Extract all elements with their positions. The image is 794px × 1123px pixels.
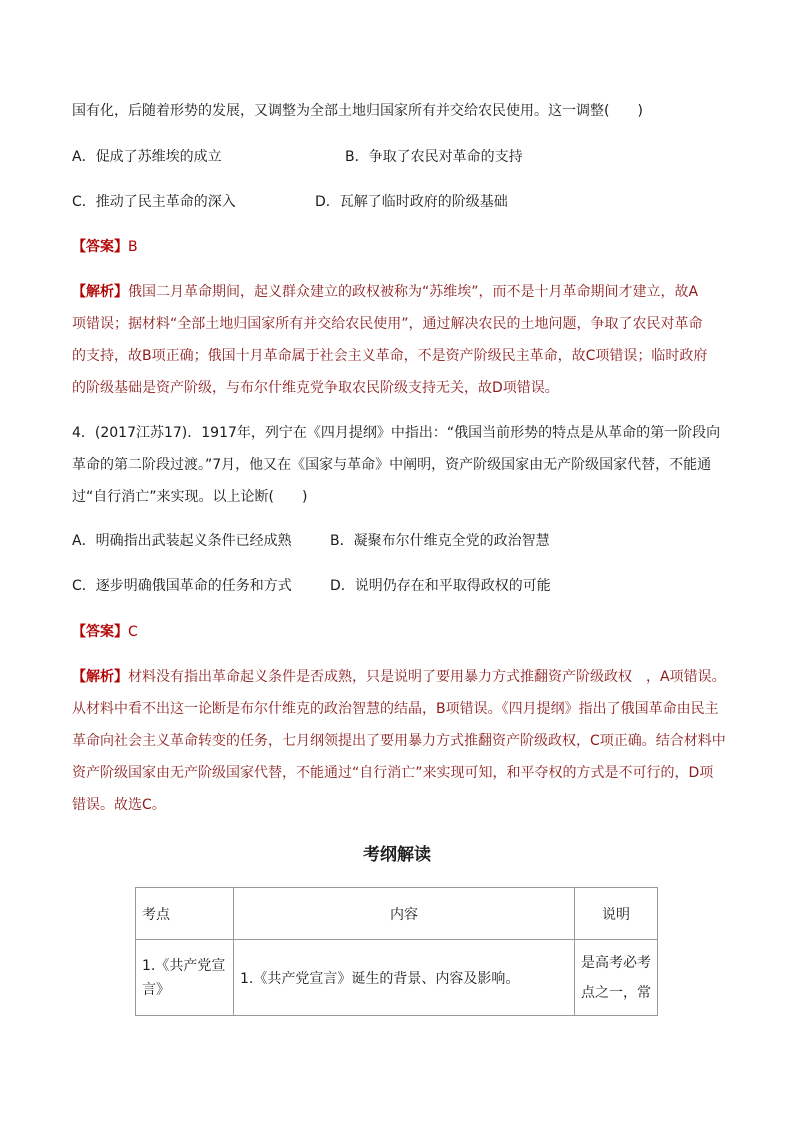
q4-option-b: B．凝聚布尔什维克全党的政治智慧 (330, 533, 550, 549)
cell-kaodian (136, 940, 234, 1016)
answer-tag: 【答案】 (72, 239, 128, 255)
outline-table (135, 887, 658, 1016)
answer-tag: 【答案】 (72, 624, 128, 640)
q3-option-c: C．推动了民主革命的深入 (72, 194, 236, 210)
q3-option-d: D．瓦解了临时政府的阶级基础 (315, 194, 508, 210)
q3-analysis-line: 项错误；据材料“全部土地归国家所有并交给农民使用”，通过解决农民的土地问题，争取了农民对革命 (72, 316, 703, 332)
q4-option-c: C．逐步明确俄国革命的任务和方式 (72, 578, 292, 594)
header-kaodian: 考点 (136, 888, 234, 940)
analysis-text: 俄国二月革命期间，起义群众建立的政权被称为“苏维埃”，而不是十月革命期间才建立，故A (128, 284, 699, 300)
cell-line: 言》 (142, 981, 170, 998)
cell-line: 点之一，常 (581, 984, 651, 1001)
q3-analysis-line: 的支持，故B项正确；俄国十月革命属于社会主义革命，不是资产阶级民主革命，故C项错误；临时政府 (72, 348, 708, 364)
cell-line: 是高考必考 (581, 954, 651, 971)
q4-stem-line: 革命的第二阶段过渡。”7月，他又在《国家与革命》中阐明，资产阶级国家由无产阶级国家代替，不能通 (72, 457, 712, 473)
section-title: 考纲解读 (363, 845, 431, 865)
header-note: 说明 (575, 888, 658, 940)
table-row (136, 940, 658, 1016)
q4-analysis-line (72, 667, 726, 687)
table-header-row (136, 888, 658, 940)
q4-stem-line: 4．(2017江苏17)．1917年，列宁在《四月提纲》中指出：“俄国当前形势的特点是从革命的第一阶段向 (72, 425, 721, 441)
header-content: 内容 (234, 888, 575, 940)
cell-content: 1.《共产党宣言》诞生的背景、内容及影响。 (234, 940, 575, 1016)
analysis-text: 材料没有指出革命起义条件是否成熟，只是说明了要用暴力方式推翻资产阶级政权 ，A项错误。 (128, 669, 726, 685)
analysis-tag: 【解析】 (72, 669, 128, 685)
q3-analysis-line: 的阶级基础是资产阶级，与布尔什维克党争取农民阶级支持无关，故D项错误。 (72, 380, 559, 396)
q3-analysis-line (72, 282, 698, 302)
q4-analysis-line: 错误。故选C。 (72, 797, 166, 813)
cell-note (575, 940, 658, 1016)
q4-analysis-line: 资产阶级国家由无产阶级国家代替，不能通过“自行消亡”来实现可知，和平夺权的方式是不可行的，D项 (72, 765, 714, 781)
q3-option-a: A．促成了苏维埃的成立 (72, 149, 222, 165)
q4-analysis-line: 革命向社会主义革命转变的任务，七月纲领提出了要用暴力方式推翻资产阶级政权，C项正确。结合材料中 (72, 733, 726, 749)
cell-line: 1.《共产党宣 (142, 957, 226, 974)
q4-option-a: A．明确指出武装起义条件已经成熟 (72, 533, 292, 549)
q3-stem: 国有化，后随着形势的发展，又调整为全部土地归国家所有并交给农民使用。这一调整( ) (72, 103, 643, 119)
answer-value: C (128, 624, 138, 640)
q4-answer (72, 622, 138, 642)
q3-answer (72, 237, 138, 257)
q4-analysis-line: 从材料中看不出这一论断是布尔什维克的政治智慧的结晶，B项错误。《四月提纲》指出了俄国革命由民主 (72, 701, 719, 717)
q4-stem-line: 过“自行消亡”来实现。以上论断( ) (72, 489, 308, 505)
q3-option-b: B．争取了农民对革命的支持 (345, 149, 523, 165)
analysis-tag: 【解析】 (72, 284, 128, 300)
answer-value: B (128, 239, 138, 255)
q4-option-d: D．说明仍存在和平取得政权的可能 (330, 578, 551, 594)
